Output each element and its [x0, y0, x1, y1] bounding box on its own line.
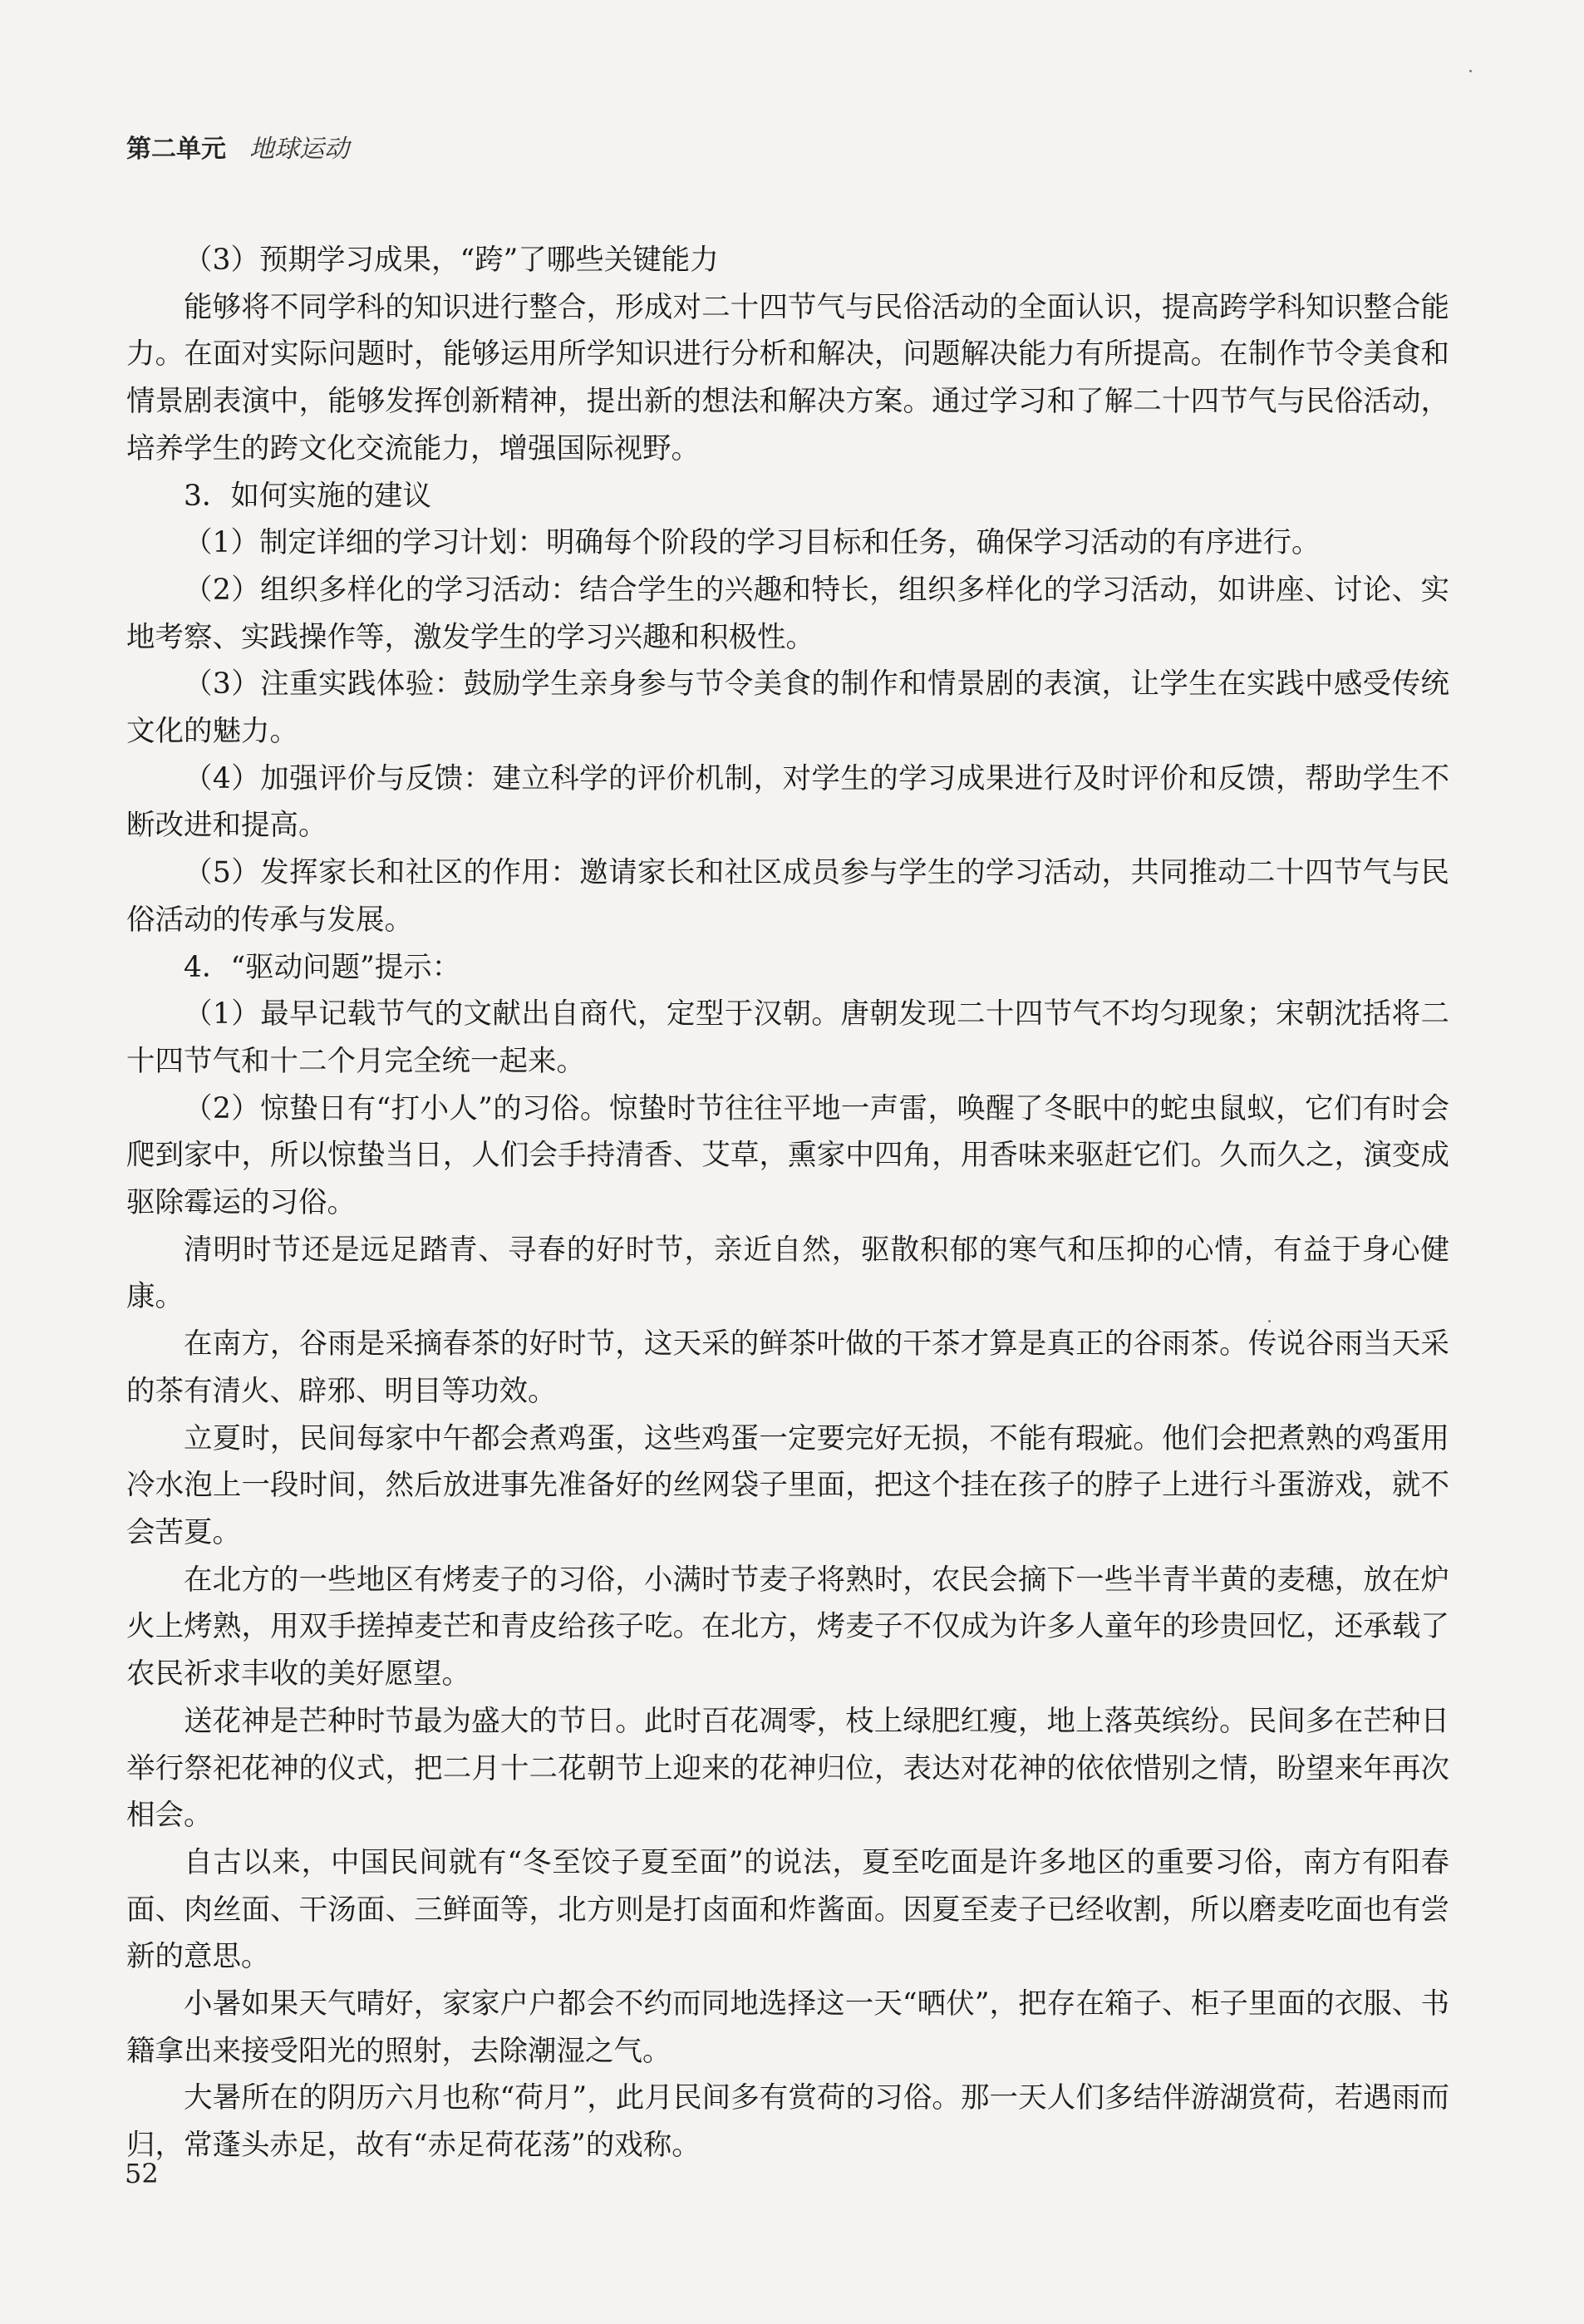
paragraph-dashu: 大暑所在的阴历六月也称“荷月”，此月民间多有赏荷的习俗。那一天人们多结伴游湖赏荷，若遇雨而归，常蓬头赤足，故有“赤足荷花荡”的戏称。 — [126, 2081, 1449, 2163]
unit-title: 第二单元 — [126, 135, 226, 164]
unit-topic: 地球运动 — [249, 135, 349, 164]
paragraph-xiaoshu: 小暑如果天气晴好，家家户户都会不约而同地选择这一天“晒伏”，把存在箱子、柜子里面的衣服、书籍拿出来接受阳光的照射，去除潮湿之气。 — [126, 1987, 1449, 2068]
page-number: 52 — [125, 2158, 159, 2189]
paragraph-guyu: 在南方，谷雨是采摘春茶的好时节，这天采的鲜茶叶做的干茶才算是真正的谷雨茶。传说谷雨当天采的茶有清火、辟邪、明目等功效。 — [126, 1327, 1449, 1408]
paragraph-qingming: 清明时节还是远足踏青、寻春的好时节，亲近自然，驱散积郁的寒气和压抑的心情，有益于身心健康。 — [126, 1233, 1449, 1314]
paragraph-mangzhong: 送花神是芒种时节最为盛大的节日。此时百花凋零，枝上绿肥红瘦，地上落英缤纷。民间多在芒种日举行祭祀花神的仪式，把二月十二花朝节上迎来的花神归位，表达对花神的依依惜别之情，盼望来年再次相会。 — [126, 1704, 1449, 1833]
running-header — [126, 133, 349, 166]
page-body — [126, 237, 1449, 2169]
paragraph-suggestion-2: （2）组织多样化的学习活动：结合学生的兴趣和特长，组织多样化的学习活动，如讲座、讨论、实地考察、实践操作等，激发学生的学习兴趣和积极性。 — [126, 573, 1449, 654]
paragraph-hint-1: （1）最早记载节气的文献出自商代，定型于汉朝。唐朝发现二十四节气不均匀现象；宋朝沈括将二十四节气和十二个月完全统一起来。 — [126, 997, 1449, 1078]
paragraph-learning-outcomes: 能够将不同学科的知识进行整合，形成对二十四节气与民俗活动的全面认识，提高跨学科知识整合能力。在面对实际问题时，能够运用所学知识进行分析和解决，问题解决能力有所提高。在制作节令美食和情景剧表演中，能够发挥创新精神，提出新的想法和解决方案。通过学习和了解二十四节气与民俗活动，培养学生的跨文化交流能力，增强国际视野。 — [126, 290, 1449, 465]
paragraph-xiazhi: 自古以来，中国民间就有“冬至饺子夏至面”的说法，夏至吃面是许多地区的重要习俗，南方有阳春面、肉丝面、干汤面、三鲜面等，北方则是打卤面和炸酱面。因夏至麦子已经收割，所以磨麦吃面也有尝新的意思。 — [126, 1845, 1449, 1974]
paragraph-suggestion-4: （4）加强评价与反馈：建立科学的评价机制，对学生的学习成果进行及时评价和反馈，帮助学生不断改进和提高。 — [126, 761, 1449, 843]
paragraph-learning-outcomes-heading: （3）预期学习成果，“跨”了哪些关键能力 — [184, 244, 719, 277]
paragraph-lixia: 立夏时，民间每家中午都会煮鸡蛋，这些鸡蛋一定要完好无损，不能有瑕疵。他们会把煮熟的鸡蛋用冷水泡上一段时间，然后放进事先准备好的丝网袋子里面，把这个挂在孩子的脖子上进行斗蛋游戏，就不会苦夏。 — [126, 1421, 1449, 1549]
scan-speck — [1469, 70, 1472, 72]
paragraph-driving-question-heading: 4．“驱动问题”提示： — [184, 950, 461, 984]
paragraph-suggestion-3: （3）注重实践体验：鼓励学生亲身参与节令美食的制作和情景剧的表演，让学生在实践中感受传统文化的魅力。 — [126, 667, 1449, 749]
scan-speck — [1268, 1320, 1271, 1322]
paragraph-implementation-heading: 3．如何实施的建议 — [184, 479, 431, 513]
paragraph-suggestion-1: （1）制定详细的学习计划：明确每个阶段的学习目标和任务，确保学习活动的有序进行。 — [184, 526, 1321, 560]
paragraph-suggestion-5: （5）发挥家长和社区的作用：邀请家长和社区成员参与学生的学习活动，共同推动二十四节气与民俗活动的传承与发展。 — [126, 856, 1449, 937]
paragraph-hint-2-jingzhe: （2）惊蛰日有“打小人”的习俗。惊蛰时节往往平地一声雷，唤醒了冬眠中的蛇虫鼠蚁，它们有时会爬到家中，所以惊蛰当日，人们会手持清香、艾草，熏家中四角，用香味来驱赶它们。久而久之，演变成驱除霉运的习俗。 — [126, 1091, 1449, 1220]
paragraph-xiaoman: 在北方的一些地区有烤麦子的习俗，小满时节麦子将熟时，农民会摘下一些半青半黄的麦穗，放在炉火上烤熟，用双手搓掉麦芒和青皮给孩子吃。在北方，烤麦子不仅成为许多人童年的珍贵回忆，还承载了农民祈求丰收的美好愿望。 — [126, 1563, 1449, 1691]
